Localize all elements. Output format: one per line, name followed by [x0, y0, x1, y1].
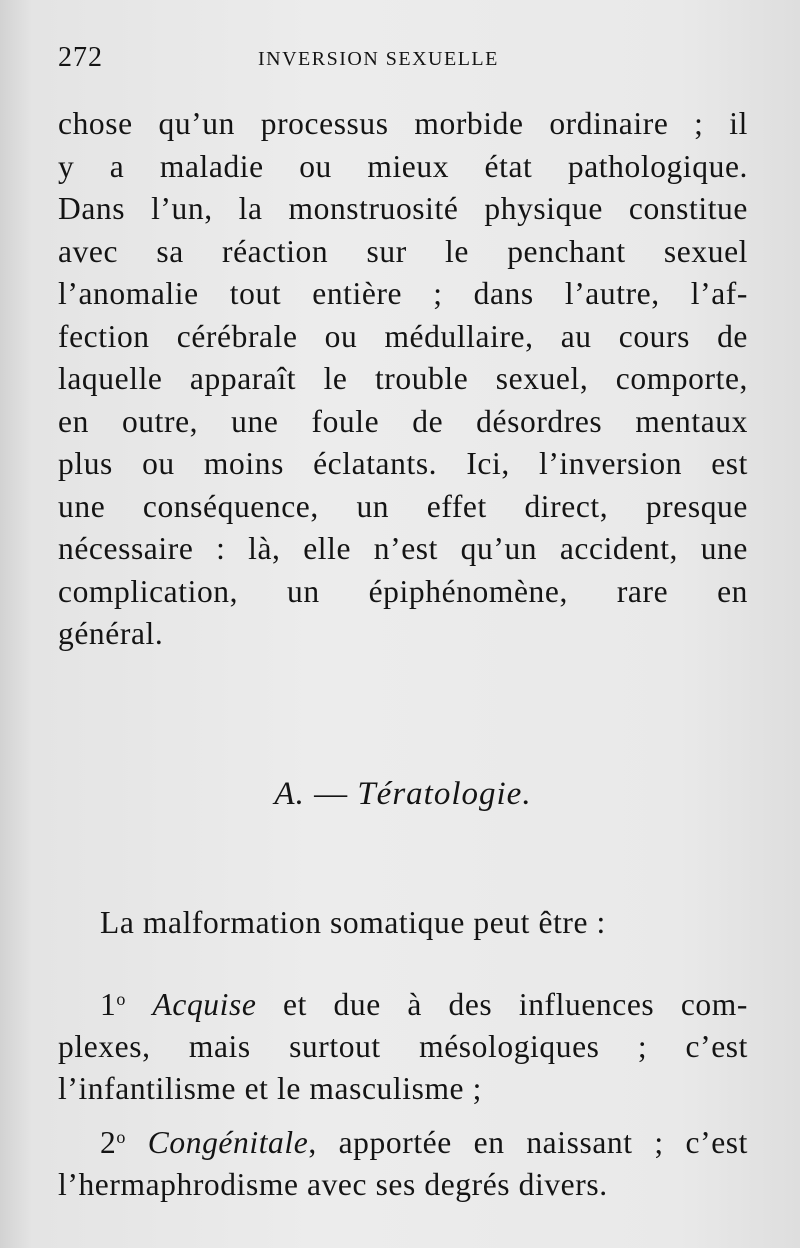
list-item-first-line: [58, 978, 748, 1026]
text-line: l’infantilisme et le masculisme ;: [58, 1071, 482, 1106]
text-line: général.: [58, 616, 164, 651]
text-line: y a maladie ou mieux état pathologique.: [58, 148, 748, 184]
text-line: chose qu’un processus morbide ordinaire ; il: [58, 106, 748, 141]
section-dash: —: [314, 776, 349, 812]
text-line: fection cérébrale ou médullaire, au cours de: [58, 318, 748, 354]
page-header: [58, 42, 748, 78]
text-line: plexes, mais surtout mésologiques ; c’est: [58, 1029, 748, 1064]
item-text: , apportée en naissant ; c’est: [308, 1125, 748, 1160]
item-keyword: Congénitale: [147, 1125, 309, 1160]
section-letter: A.: [274, 776, 305, 812]
item-keyword: Acquise: [152, 987, 257, 1022]
section-heading: [0, 776, 800, 813]
text-line: une conséquence, un effet direct, presque: [58, 488, 748, 524]
item-ordinal-mark: o: [116, 1127, 126, 1147]
text-line: l’anomalie tout entière ; dans l’autre, l’af-: [58, 276, 748, 311]
intro-line: La malformation somatique peut être :: [100, 905, 606, 940]
page-number: 272: [58, 42, 103, 73]
running-head: INVERSION SEXUELLE: [258, 48, 499, 70]
paragraph-1: [58, 103, 748, 656]
list-item-first-line: [58, 1116, 748, 1164]
item-ordinal-mark: o: [116, 989, 126, 1009]
list-item-2: [58, 1116, 748, 1206]
text-line: avec sa réaction sur le penchant sexuel: [58, 233, 748, 269]
item-number: 1: [100, 987, 117, 1022]
text-line: en outre, une foule de désordres mentaux: [58, 403, 748, 439]
list-item-1: [58, 978, 748, 1110]
text-line: laquelle apparaît le trouble sexuel, comporte,: [58, 361, 748, 396]
text-line: plus ou moins éclatants. Ici, l’inversion est: [58, 446, 748, 481]
item-number: 2: [100, 1125, 117, 1160]
item-text: et due à des influences com-: [283, 987, 748, 1022]
text-line: complication, un épiphénomène, rare en: [58, 573, 748, 609]
intro-paragraph: [58, 902, 748, 944]
text-line: Dans l’un, la monstruosité physique constitue: [58, 191, 748, 226]
text-line: l’hermaphrodisme avec ses degrés divers.: [58, 1167, 608, 1202]
text-line: nécessaire : là, elle n’est qu’un accident, une: [58, 531, 748, 566]
section-title: Tératologie.: [357, 776, 532, 812]
